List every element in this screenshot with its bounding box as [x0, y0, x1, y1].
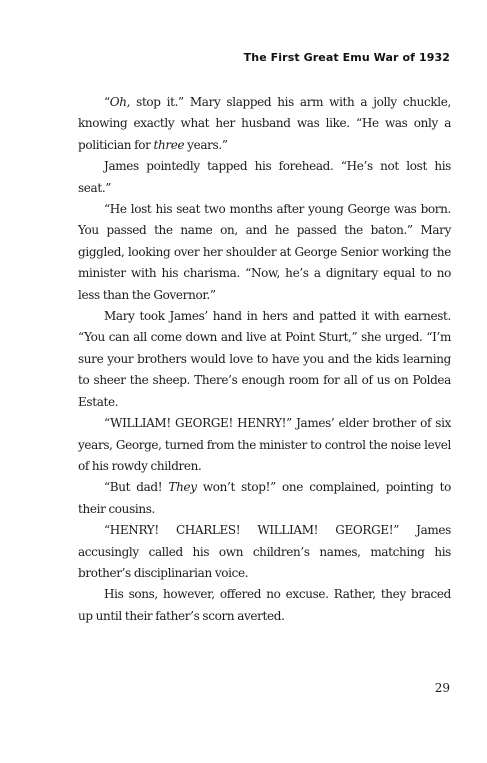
- paragraph-2-text: James pointedly tapped his forehead. “He’s not lost his seat.”: [78, 159, 451, 195]
- paragraph-8-text: His sons, however, offered no excuse. Rather, they braced up until their father’s scorn averted.: [78, 587, 451, 623]
- paragraph-8: [78, 584, 451, 627]
- body-text: [78, 92, 451, 627]
- paragraph-1: [78, 92, 451, 156]
- paragraph-3: [78, 199, 451, 306]
- paragraph-5: [78, 413, 451, 477]
- paragraph-1-part-3: , stop it.” Mary slapped his arm with a jolly chuckle, knowing exactly what her husband was like. “He was only a politician for: [78, 95, 451, 152]
- paragraph-7-text: “HENRY! CHARLES! WILLIAM! GEORGE!” James accusingly called his own children’s names, matching his brother’s disciplinarian voice.: [78, 523, 451, 580]
- paragraph-3-text: “He lost his seat two months after young George was born. You passed the name on, and he passed the baton.” Mary giggled, looking over her shoulder at George Senior working the minister with his charisma. “Now, he’s a dignitary equal to no less than the Governor.”: [78, 202, 451, 302]
- paragraph-4: [78, 306, 451, 413]
- paragraph-5-text: “WILLIAM! GEORGE! HENRY!” James’ elder brother of six years, George, turned from the minister to control the noise level of his rowdy children.: [78, 416, 451, 473]
- paragraph-6-part-3: won’t stop!” one complained, pointing to their cousins.: [78, 480, 451, 516]
- paragraph-2: [78, 156, 451, 199]
- paragraph-4-text: Mary took James’ hand in hers and patted it with earnest. “You can all come down and live at Point Sturt,” she urged. “I’m sure your brothers would love to have you and the kids learning to sheer the sheep. There’s enough room for all of us on Poldea Estate.: [78, 309, 451, 409]
- page-number: 29: [434, 681, 450, 695]
- paragraph-7: [78, 520, 451, 584]
- paragraph-1-part-5: years.”: [184, 137, 228, 152]
- paragraph-6-part-1: “But dad!: [104, 480, 169, 495]
- paragraph-6-emphasis-they: They: [168, 480, 197, 495]
- paragraph-1-emphasis-oh: Oh: [109, 95, 127, 109]
- paragraph-6: [78, 477, 451, 520]
- paragraph-1-part-1: “: [104, 95, 110, 109]
- running-header-title: The First Great Emu War of 1932: [243, 51, 450, 64]
- paragraph-1-emphasis-three: three: [153, 137, 185, 152]
